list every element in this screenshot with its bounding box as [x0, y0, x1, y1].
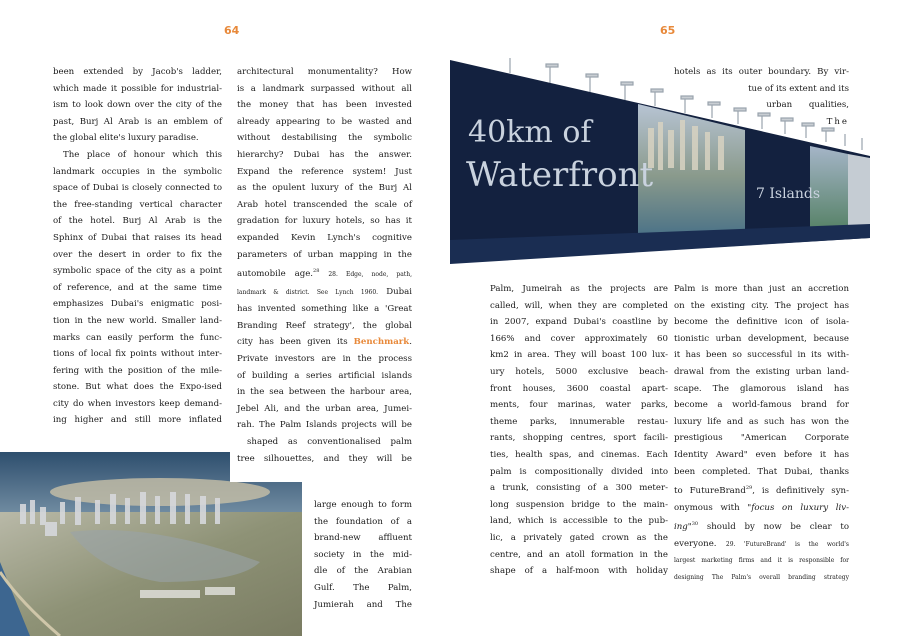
- footnote-ref-29[interactable]: 29: [745, 485, 753, 492]
- text-line: over the desert in order to fix the: [53, 249, 222, 260]
- text-line: called, will, when they are completed: [490, 300, 668, 311]
- text-line: Jebel Ali, and the urban area, Jumei-: [237, 403, 412, 414]
- text-fragment: .: [409, 337, 412, 348]
- text-line: Identity Award" even before it has: [674, 449, 849, 460]
- text-line: stone. But what does the Expo-ised: [53, 382, 222, 393]
- text-line: shaped as conventionalised palm: [247, 436, 412, 447]
- text-line: become the definitive icon of isola-: [674, 317, 849, 328]
- text-line-automobile: [237, 263, 412, 283]
- footnote-29-text-cont: designing The Palm's overall branding strategy: [674, 573, 849, 581]
- text-line: tue of its extent and its: [748, 83, 849, 94]
- text-line: urban qualities,: [766, 100, 849, 111]
- text-line: marks can easily perform the func-: [53, 332, 222, 343]
- text-line: palm is compositionally divided into: [490, 466, 668, 477]
- text-line: large enough to form: [314, 500, 412, 510]
- page-number-left: 64: [224, 24, 240, 37]
- text-line: of the hotel. Burj Al Arab is the: [53, 216, 222, 227]
- text-line: The place of honour which this: [63, 149, 222, 160]
- text-line: it has been so successful in its with-: [674, 350, 849, 361]
- text-line: already appearing to be wasted and: [237, 116, 412, 127]
- text-line: of building a series artificial islands: [237, 370, 412, 381]
- text-fragment: , is definitively syn-: [752, 485, 850, 496]
- text-line: rants, shopping centres, sport facili-: [490, 433, 668, 444]
- quote-end: ing": [674, 522, 692, 533]
- text-line: parameters of urban mapping in the: [237, 249, 412, 260]
- text-line: theme parks, innumerable restau-: [490, 416, 668, 427]
- text-line: a trunk, consisting of a 300 meter-: [490, 483, 668, 494]
- right-column-1: [490, 281, 668, 580]
- text-line: brand-new affluent: [314, 533, 412, 544]
- text-line: land, which is accessible to the pub-: [490, 516, 668, 527]
- text-line: ments, four marinas, water parks,: [490, 400, 668, 411]
- text-line: emphasizes Dubai's enigmatic posi-: [53, 299, 222, 310]
- text-line: tionistic urban development, because: [674, 333, 849, 344]
- footnote-28-text: 28. Edge, node, path,: [328, 270, 412, 278]
- text-line: The: [826, 116, 849, 127]
- page-number-right: 65: [660, 24, 676, 37]
- text-line: on the existing city. The project has: [674, 300, 849, 311]
- text-line: ury hotels, 5000 exclusive beach-: [490, 366, 668, 377]
- text-fragment: Dubai: [386, 286, 413, 297]
- billboard-secondary: 7 Islands: [756, 186, 821, 202]
- text-line: the money that has been invested: [237, 100, 412, 111]
- text-line: in 2007, expand Dubai's coastline by: [490, 317, 668, 328]
- text-line-ing: [674, 516, 849, 535]
- text-line: the free-standing vertical character: [53, 199, 222, 210]
- text-line: tions of local fix points without inter-: [53, 349, 222, 360]
- text-fragment: to FutureBrand: [674, 485, 746, 496]
- left-column-2-narrow: [314, 497, 412, 613]
- text-line: Palm is more than just an accretion: [674, 284, 849, 294]
- text-line: luxury life and as such has won the: [674, 416, 849, 427]
- text-line: hierarchy? Dubai has the answer.: [237, 149, 412, 160]
- text-line: tree silhouettes, and they will be: [237, 453, 412, 464]
- text-line: without destabilising the symbolic: [237, 133, 412, 144]
- text-line: prestigious "American Corporate: [674, 433, 849, 444]
- text-line: front houses, 3600 coastal apart-: [490, 383, 668, 394]
- text-line: Palm, Jumeirah as the projects are: [490, 284, 668, 294]
- text-fragment: everyone.: [674, 538, 717, 549]
- text-line: centre, and an atoll formation in the: [490, 549, 668, 560]
- text-line: Private investors are in the process: [237, 353, 412, 364]
- text-line: Jumierah and The: [314, 599, 412, 610]
- text-fragment: onymous with: [674, 502, 748, 513]
- right-column-2: [674, 281, 849, 586]
- text-line: the foundation of a: [314, 516, 412, 527]
- text-line: the global elite's luxury paradise.: [53, 133, 199, 144]
- text-line: symbolic space of the city as a point: [53, 266, 222, 277]
- footnote-28-text-cont: landmark & district. See Lynch 1960.: [237, 288, 379, 296]
- text-line: drawal from the existing urban land-: [674, 366, 849, 377]
- text-line: gradation for luxury hotels, so has it: [237, 216, 412, 227]
- text-line: fering with the position of the mile-: [53, 365, 222, 376]
- footnote-ref-30[interactable]: 30: [691, 521, 699, 528]
- text-line: become a world-famous brand for: [674, 400, 849, 411]
- billboard-headline-line2: Waterfront: [466, 155, 654, 195]
- text-fragment: city has been given its: [237, 337, 354, 348]
- text-line-footnote: [237, 284, 412, 302]
- text-line: architectural monumentality? How: [237, 67, 412, 77]
- billboard-headline-line1: 40km of: [468, 115, 592, 150]
- benchmark-highlight: Benchmark: [353, 337, 410, 348]
- text-line: hotels as its outer boundary. By vir-: [674, 67, 849, 77]
- text-line: is a landmark surpassed without all: [237, 83, 412, 94]
- text-line-futurebrand: [674, 480, 849, 499]
- text-fragment: automobile age.: [237, 268, 314, 279]
- text-line: as the opulent luxury of the Burj Al: [237, 183, 412, 194]
- footnote-29-text-cont: largest marketing firms and it is responsible for: [674, 557, 849, 565]
- text-line: Expand the reference system! Just: [237, 166, 412, 177]
- text-line: been completed. That Dubai, thanks: [674, 466, 849, 477]
- text-line: scape. The glamorous island has: [674, 383, 849, 394]
- text-line: Sphinx of Dubai that raises its head: [53, 232, 222, 243]
- aerial-photo: [0, 452, 302, 636]
- footnote-ref-28[interactable]: 28: [313, 268, 320, 275]
- text-line: past, Burj Al Arab is an emblem of: [53, 116, 222, 127]
- text-line: of reference, and at the same time: [53, 282, 222, 293]
- text-line-footnote-29: [674, 536, 849, 554]
- text-line: expanded Kevin Lynch's cognitive: [237, 232, 412, 243]
- text-line: lic, a privately gated crown as the: [490, 532, 668, 543]
- text-line: ing higher and still more inflated: [53, 415, 222, 426]
- text-line: tion in the new world. Smaller land-: [53, 315, 222, 326]
- text-line: city do when investors keep demand-: [53, 398, 222, 409]
- text-line: 166% and cover approximately 60: [490, 333, 668, 344]
- text-line: which made it possible for industrial-: [53, 83, 222, 94]
- text-line: Arab hotel transcended the scale of: [237, 199, 412, 210]
- text-line: society in the mid-: [314, 549, 412, 560]
- text-line: dle of the Arabian: [314, 566, 412, 577]
- text-line: in the sea between the harbour area,: [237, 387, 412, 398]
- text-line: Gulf. The Palm,: [314, 582, 412, 593]
- text-line: has invented something like a 'Great: [237, 304, 412, 315]
- text-fragment: should by now be clear to: [698, 522, 849, 533]
- text-line: shape of a half-moon with holiday: [490, 566, 668, 577]
- text-line: ties, health spas, and cinemas. Each: [490, 449, 668, 460]
- text-line: landmark occupies in the symbolic: [53, 166, 222, 177]
- text-line-focus: [674, 500, 849, 517]
- quote-focus-on-luxury: "focus on luxury liv-: [747, 502, 849, 513]
- text-line: Branding Reef strategy', the global: [237, 320, 412, 331]
- text-line: been extended by Jacob's ladder,: [53, 67, 222, 77]
- text-line-benchmark: [237, 334, 412, 351]
- left-column-2: [237, 64, 412, 467]
- left-column-1: [53, 64, 222, 429]
- right-top-text: [674, 64, 849, 130]
- text-line: space of Dubai is closely connected to: [53, 183, 222, 194]
- text-line: ism to look down over the city of the: [53, 100, 222, 111]
- text-line: long suspension bridge to the main-: [490, 499, 668, 510]
- footnote-29-text: 29. 'FutureBrand' is the world's: [725, 540, 850, 548]
- text-line: rah. The Palm Islands projects will be: [237, 420, 412, 431]
- text-line: km2 in area. They will boast 100 lux-: [490, 350, 668, 361]
